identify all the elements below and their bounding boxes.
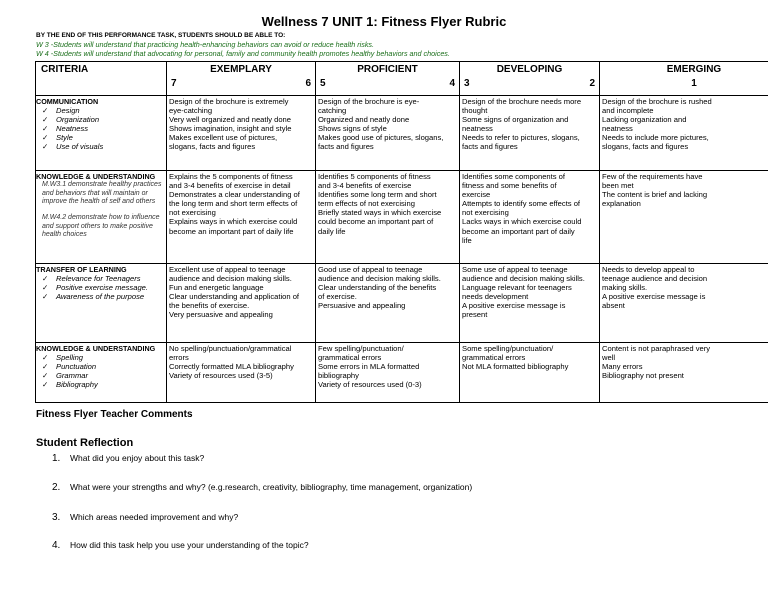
score: 6 [305, 78, 311, 89]
descriptor-cell: No spelling/punctuation/grammatical errors Correctly formatted MLA bibliography Variety of resources used (3-5) [167, 343, 316, 403]
descriptor-cell: Good use of appeal to teenage audience and decision making skills. Clear understanding of the benefits of exercise. Persuasive and appealing [316, 264, 460, 343]
rubric-table [35, 61, 768, 403]
objective-text: M.W4.2 demonstrate how to influence and support others to make positive health choices [42, 214, 160, 239]
descriptor-cell: Content is not paraphrased very well Many errors Bibliography not present [600, 343, 768, 403]
score: 7 [171, 78, 177, 89]
reflection-question: 3. Which areas needed improvement and why? [52, 512, 239, 523]
descriptor-cell: Explains the 5 components of fitness and 3-4 benefits of exercise in detail Demonstrates a clear understanding of the long term and short term effects of not exercising Explains ways in which exercise could become an important part of daily life [167, 171, 316, 264]
score: 2 [589, 78, 595, 89]
standard-w3: W 3 -Students will understand that practicing health-enhancing behaviors can avoid or reduce health risks. [36, 40, 375, 49]
rubric-row-mechanics [36, 343, 768, 403]
check-icon: ✓ [42, 142, 49, 152]
descriptor-cell: Needs to develop appeal to teenage audience and decision making skills. A positive exercise message is absent [600, 264, 768, 343]
check-icon: ✓ [42, 380, 49, 390]
intro-text: BY THE END OF THIS PERFORMANCE TASK, STUDENTS SHOULD BE ABLE TO: [36, 32, 286, 39]
descriptor-cell: Some spelling/punctuation/ grammatical errors Not MLA formatted bibliography [460, 343, 600, 403]
score: 1 [691, 78, 697, 89]
check-icon: ✓ [42, 292, 49, 302]
page-title: Wellness 7 UNIT 1: Fitness Flyer Rubric [261, 14, 507, 29]
student-reflection-heading: Student Reflection [36, 437, 134, 449]
check-icon: ✓ [42, 115, 49, 125]
check-icon: ✓ [42, 106, 49, 116]
descriptor-cell: Few of the requirements have been met The content is brief and lacking explanation [600, 171, 768, 264]
reflection-question: 2. What were your strengths and why? (e.g.research, creativity, bibliography, time management, organization) [52, 482, 473, 493]
criteria-cell: KNOWLEDGE & UNDERSTANDING ✓ Spelling ✓ Punctuation ✓ Grammar ✓ Bibliography [36, 343, 167, 403]
score: 5 [320, 78, 326, 89]
level-exemplary: EXEMPLARY 7 6 [167, 62, 316, 96]
descriptor-cell: Design of the brochure is rushed and incomplete Lacking organization and neatness Needs to include more pictures, slogans, facts and figures [600, 96, 768, 171]
descriptor-cell: Design of the brochure needs more thought Some signs of organization and neatness Needs to refer to pictures, slogans, facts and figures [460, 96, 600, 171]
rubric-row-communication [36, 96, 768, 171]
standard-w4: W 4 -Students will understand that advocating for personal, family and community health promotes healthy behaviors and choices. [36, 49, 450, 58]
level-emerging: EMERGING 1 [600, 62, 768, 96]
descriptor-cell: Identifies 5 components of fitness and 3-4 benefits of exercise Identifies some long term and short term effects of not exercising Briefly stated ways in which exercise could become an important part of daily life [316, 171, 460, 264]
reflection-question: 4. How did this task help you use your understanding of the topic? [52, 540, 309, 551]
reflection-question: 1. What did you enjoy about this task? [52, 453, 205, 464]
score: 3 [464, 78, 470, 89]
check-icon: ✓ [42, 124, 49, 134]
descriptor-cell: Some use of appeal to teenage audience and decision making skills. Language relevant for teenagers needs development A positive exercise message is present [460, 264, 600, 343]
rubric-row-transfer [36, 264, 768, 343]
header-row [36, 62, 768, 96]
descriptor-cell: Identifies some components of fitness and some benefits of exercise Attempts to identify some effects of not exercising Lacks ways in which exercise could become an important part of daily life [460, 171, 600, 264]
rubric-row-knowledge [36, 171, 768, 264]
descriptor-cell: Excellent use of appeal to teenage audience and decision making skills. Fun and energetic language Clear understanding and application of the benefits of exercise. Very persuasive and appealing [167, 264, 316, 343]
check-icon: ✓ [42, 353, 49, 363]
check-icon: ✓ [42, 371, 49, 381]
check-icon: ✓ [42, 274, 49, 284]
criteria-header: CRITERIA [36, 62, 167, 96]
descriptor-cell: Design of the brochure is eye- catching Organized and neatly done Shows signs of style Makes good use of pictures, slogans, facts and figures [316, 96, 460, 171]
descriptor-cell: Few spelling/punctuation/ grammatical errors Some errors in MLA formatted bibliography Variety of resources used (0-3) [316, 343, 460, 403]
criteria-cell: KNOWLEDGE & UNDERSTANDING M.W3.1 demonstrate healthy practices and behaviors that will maintain or improve the health of self and others M.W4.2 demonstrate how to influence and support others to make positive health choices [36, 171, 167, 264]
check-icon: ✓ [42, 283, 49, 293]
descriptor-cell: Design of the brochure is extremely eye-catching Very well organized and neatly done Shows imagination, insight and style Makes excellent use of pictures, slogans, facts and figures [167, 96, 316, 171]
level-developing: DEVELOPING 3 2 [460, 62, 600, 96]
teacher-comments-heading: Fitness Flyer Teacher Comments [36, 409, 193, 420]
objective-text: M.W3.1 demonstrate healthy practices and behaviors that will maintain or improve the health of self and others [42, 181, 162, 205]
check-icon: ✓ [42, 133, 49, 143]
check-icon: ✓ [42, 362, 49, 372]
criteria-cell: COMMUNICATION ✓ Design ✓ Organization ✓ Neatness ✓ Style ✓ Use of visuals [36, 96, 167, 171]
criteria-cell: TRANSFER OF LEARNING ✓ Relevance for Teenagers ✓ Positive exercise message. ✓ Awareness of the purpose [36, 264, 167, 343]
score: 4 [449, 78, 455, 89]
level-proficient: PROFICIENT 5 4 [316, 62, 460, 96]
